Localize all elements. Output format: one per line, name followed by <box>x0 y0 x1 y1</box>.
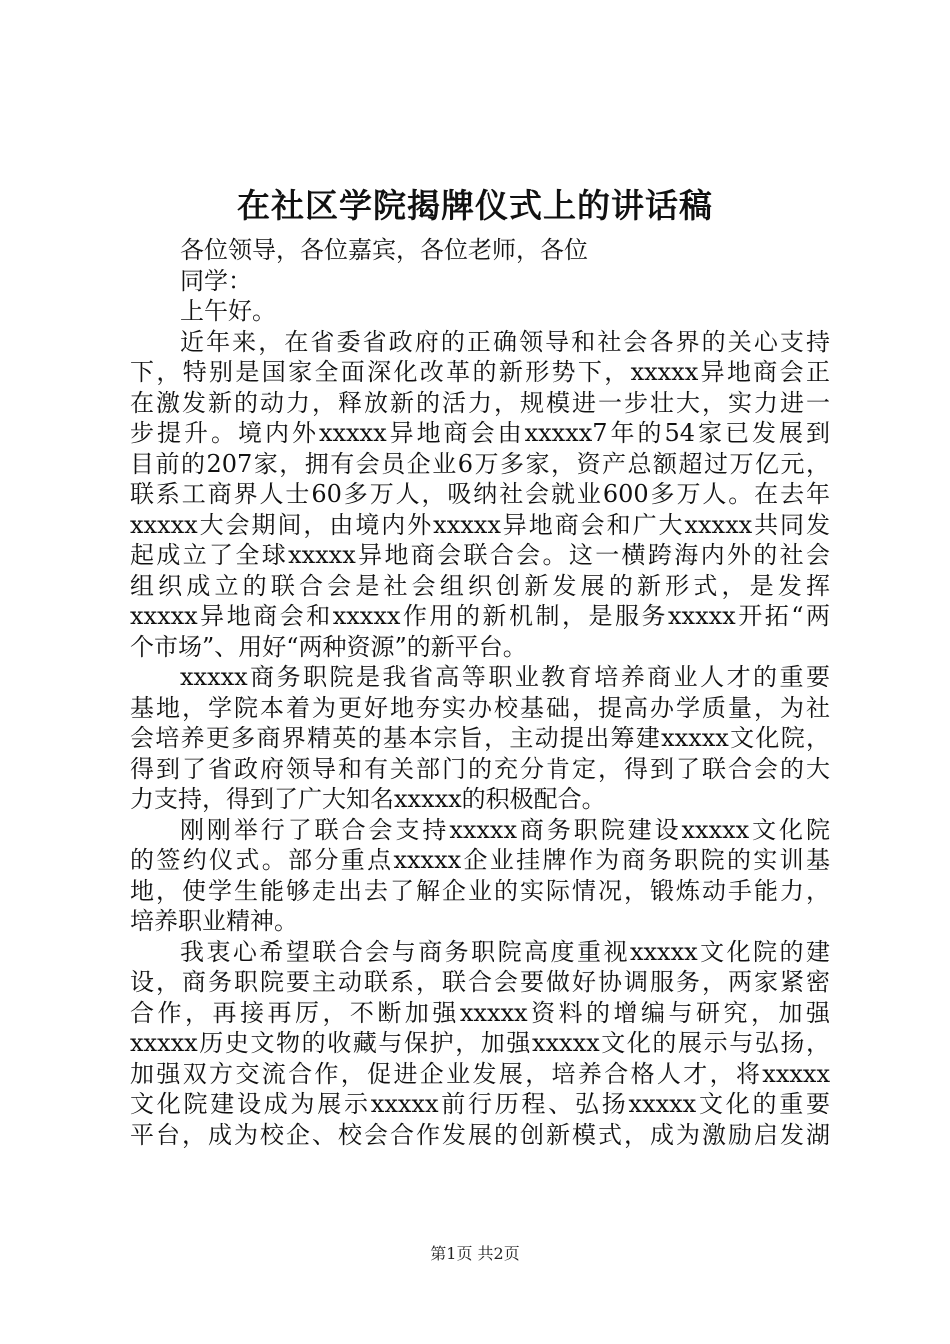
body-line: 组织成立的联合会是社会组织创新发展的新形式，是发挥 <box>130 571 830 600</box>
document-title: 在社区学院揭牌仪式上的讲话稿 <box>237 186 713 225</box>
body-line: xxxxx异地商会和xxxxx作用的新机制，是服务xxxxx开拓“两 <box>130 602 830 630</box>
body-line: 基地，学院本着为更好地夯实办校基础，提高办学质量，为社 <box>130 693 830 722</box>
document-body <box>130 235 830 1150</box>
body-line: 刚刚举行了联合会支持xxxxx商务职院建设xxxxx文化院 <box>180 815 830 844</box>
body-line: 得到了省政府领导和有关部门的充分肯定，得到了联合会的大 <box>130 754 830 783</box>
body-line: 地，使学生能够走出去了解企业的实际情况，锻炼动手能力， <box>130 876 830 905</box>
body-line: 加强双方交流合作，促进企业发展，培养合格人才，将xxxxx <box>130 1059 830 1088</box>
body-line: 起成立了全球xxxxx异地商会联合会。这一横跨海内外的社会 <box>130 541 830 569</box>
body-line: 的签约仪式。部分重点xxxxx企业挂牌作为商务职院的实训基 <box>130 846 830 874</box>
body-line: xxxxx商务职院是我省高等职业教育培养商业人才的重要 <box>180 663 830 691</box>
body-line: xxxxx历史文物的收藏与保护，加强xxxxx文化的展示与弘扬， <box>130 1029 830 1057</box>
body-line: 在激发新的动力，释放新的活力，规模进一步壮大，实力进一 <box>130 388 830 417</box>
body-line: xxxxx大会期间，由境内外xxxxx异地商会和广大xxxxx共同发 <box>130 510 830 539</box>
body-line: 力支持，得到了广大知名xxxxx的积极配合。 <box>130 785 606 813</box>
body-line: 设，商务职院要主动联系，联合会要做好协调服务，两家紧密 <box>130 968 830 996</box>
body-line: 各位领导，各位嘉宾，各位老师，各位 <box>180 236 588 264</box>
body-line: 会培养更多商界精英的基本宗旨，主动提出筹建xxxxx文化院， <box>130 724 830 752</box>
body-line: 近年来，在省委省政府的正确领导和社会各界的关心支持 <box>180 327 830 356</box>
body-line: 合作，再接再厉，不断加强xxxxx资料的增编与研究，加强 <box>130 998 830 1027</box>
body-line: 个市场”、用好“两种资源”的新平台。 <box>130 632 527 661</box>
body-line: 联系工商界人士60多万人，吸纳社会就业600多万人。在去年 <box>130 480 830 508</box>
body-line: 平台，成为校企、校会合作发展的创新模式，成为激励启发湖 <box>130 1120 830 1149</box>
body-line: 我衷心希望联合会与商务职院高度重视xxxxx文化院的建 <box>180 937 830 966</box>
page-footer: 第1页 共2页 <box>430 1244 520 1263</box>
body-line: 文化院建设成为展示xxxxx前行历程、弘扬xxxxx文化的重要 <box>130 1090 830 1118</box>
body-line: 目前的207家，拥有会员企业6万多家，资产总额超过万亿元， <box>130 449 830 478</box>
body-line: 下，特别是国家全面深化改革的新形势下，xxxxx异地商会正 <box>130 358 830 386</box>
body-line: 培养职业精神。 <box>130 907 298 935</box>
body-line: 步提升。境内外xxxxx异地商会由xxxxx7年的54家已发展到 <box>130 419 830 447</box>
body-line: 同学： <box>180 266 252 295</box>
body-line: 上午好。 <box>180 297 276 325</box>
